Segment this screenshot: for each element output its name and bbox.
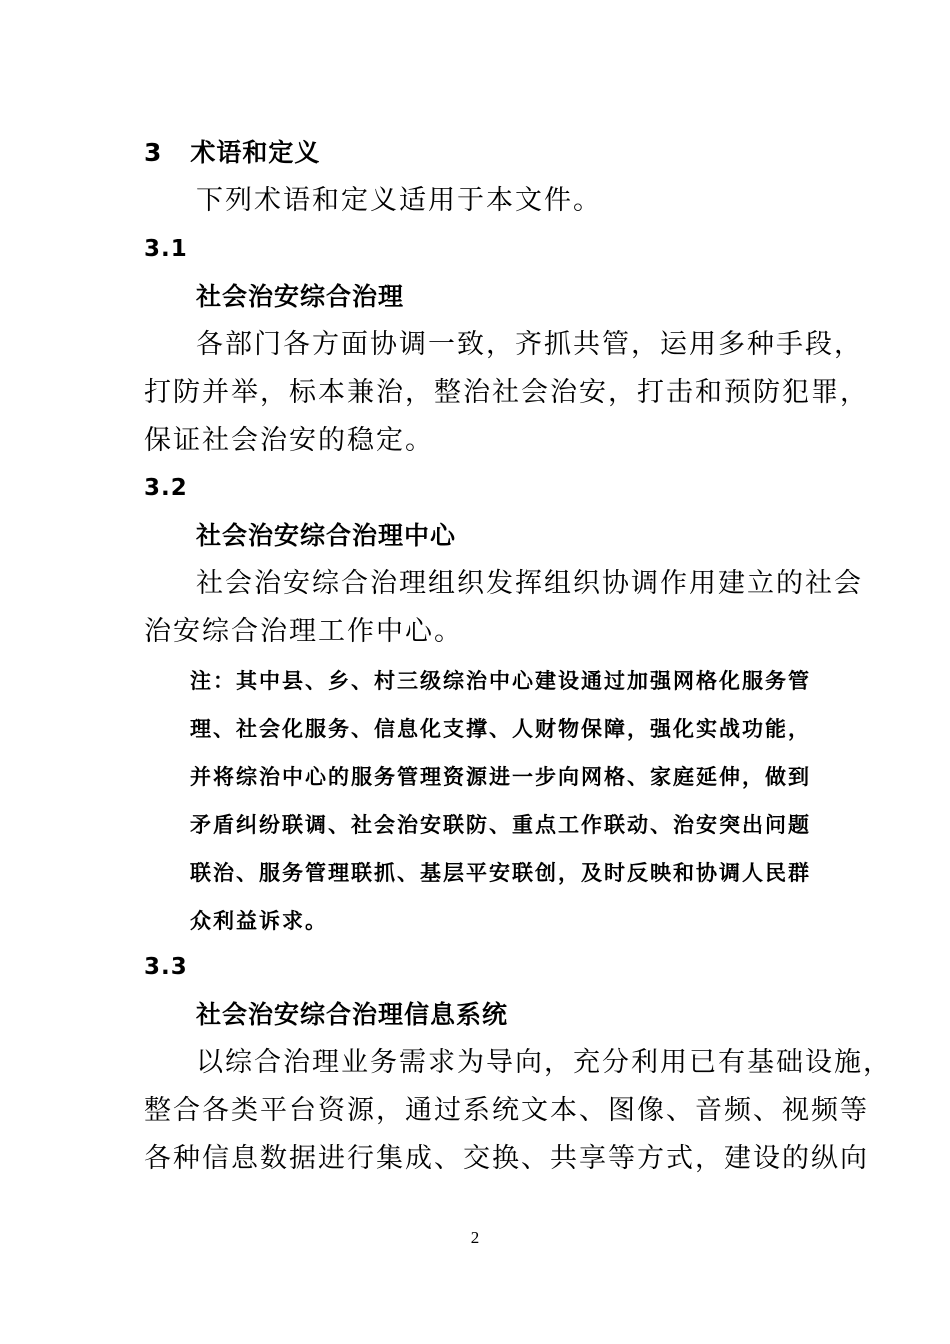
term-title: 社会治安综合治理 [196,282,405,311]
definition-line: 治安综合治理工作中心。 [144,616,463,647]
note-line: 众利益诉求。 [190,908,328,933]
section-heading [144,140,320,165]
section-title: 术语和定义 [190,138,321,167]
term-number: 3.3 [144,954,188,980]
term-title: 社会治安综合治理信息系统 [196,1000,509,1029]
section-intro: 下列术语和定义适用于本文件。 [196,185,602,216]
definition-line: 社会治安综合治理组织发挥组织协调作用建立的社会 [196,568,863,599]
definition-line: 以综合治理业务需求为导向，充分利用已有基础设施， [196,1047,892,1078]
note-line: 矛盾纠纷联调、社会治安联防、重点工作联动、治安突出问题 [190,812,811,837]
note-line: 注：其中县、乡、村三级综治中心建设通过加强网格化服务管 [190,668,811,693]
term-number: 3.2 [144,475,188,501]
definition-line: 各部门各方面协调一致，齐抓共管，运用多种手段， [196,329,863,360]
definition-line: 保证社会治安的稳定。 [144,425,434,456]
note-line: 联治、服务管理联抓、基层平安联创，及时反映和协调人民群 [190,860,811,885]
definition-line: 整合各类平台资源，通过系统文本、图像、音频、视频等 [144,1095,869,1126]
term-title: 社会治安综合治理中心 [196,521,457,550]
section-number: 3 [144,138,163,167]
note-line: 理、社会化服务、信息化支撑、人财物保障，强化实战功能， [190,716,811,741]
page-number: 2 [470,1228,480,1247]
definition-line: 各种信息数据进行集成、交换、共享等方式，建设的纵向 [144,1143,869,1174]
term-number: 3.1 [144,236,188,262]
definition-line: 打防并举，标本兼治，整治社会治安，打击和预防犯罪， [144,377,869,408]
note-line: 并将综治中心的服务管理资源进一步向网格、家庭延伸，做到 [190,764,811,789]
